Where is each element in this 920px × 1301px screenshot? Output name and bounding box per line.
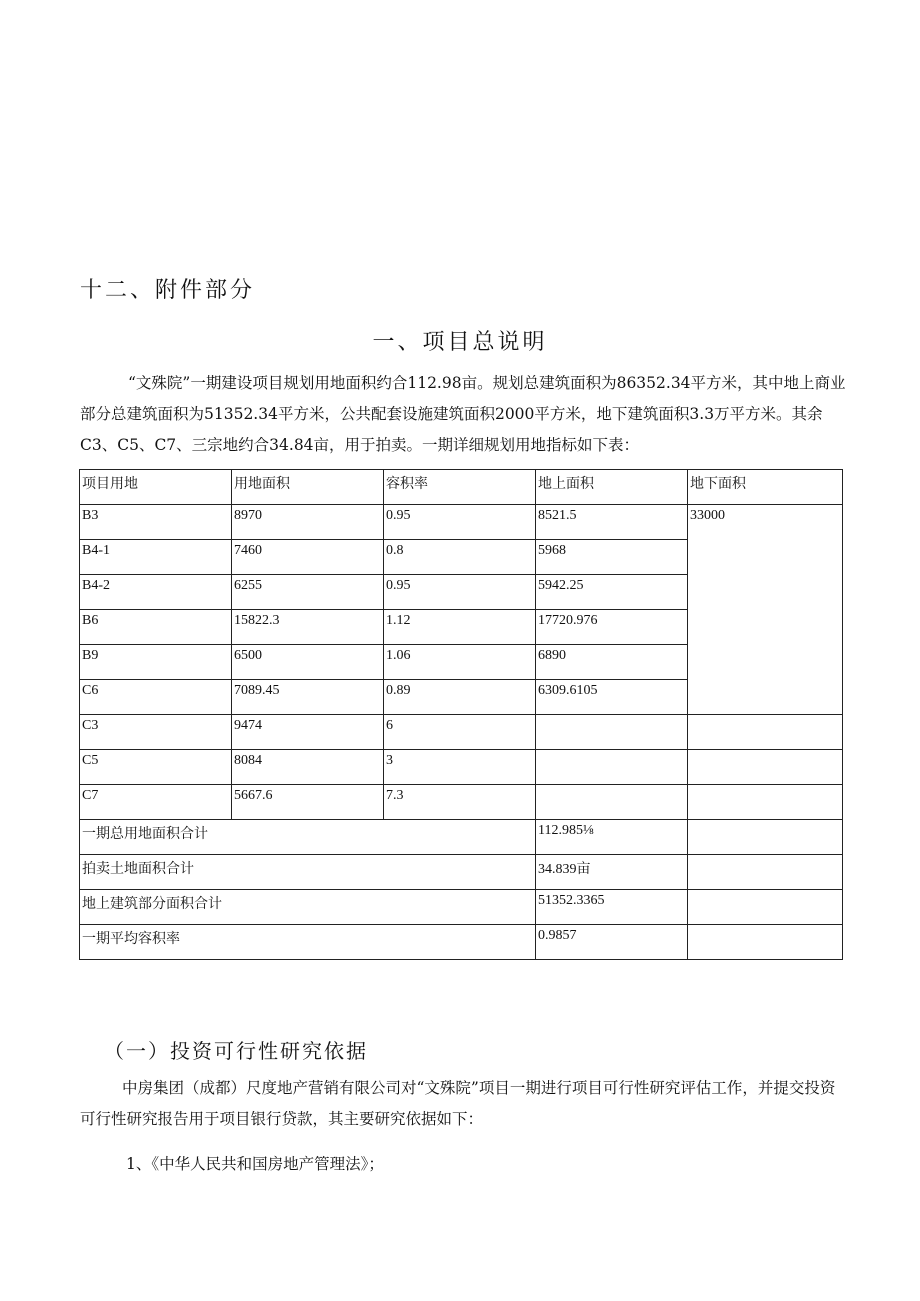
- summary-value: 112.985⅛: [536, 820, 688, 855]
- summary-label: 一期平均容积率: [80, 925, 536, 960]
- summary-label: 拍卖土地面积合计: [80, 855, 536, 890]
- summary-row: [80, 855, 843, 890]
- list-item: 1、《中华人民共和国房地产管理法》；: [126, 1155, 384, 1173]
- table-cell: [688, 855, 843, 890]
- table-cell: 8521.5: [536, 505, 688, 540]
- table-cell: 1.12: [384, 610, 536, 645]
- underground-area-cell: 33000: [688, 505, 843, 715]
- table-header-row: [80, 470, 843, 505]
- table-cell: C5: [80, 750, 232, 785]
- table-cell: [536, 715, 688, 750]
- table-cell: 1.06: [384, 645, 536, 680]
- table-cell: 6309.6105: [536, 680, 688, 715]
- table-cell: 0.95: [384, 575, 536, 610]
- table-cell: 6500: [232, 645, 384, 680]
- table-cell: 8084: [232, 750, 384, 785]
- table-cell: C3: [80, 715, 232, 750]
- table-cell: B3: [80, 505, 232, 540]
- land-use-table: [79, 469, 843, 960]
- table-header-cell: 地下面积: [688, 470, 843, 505]
- summary-label: 地上建筑部分面积合计: [80, 890, 536, 925]
- table-row: [80, 715, 843, 750]
- table-row: [80, 785, 843, 820]
- table-cell: [536, 750, 688, 785]
- table-cell: [688, 785, 843, 820]
- table-row: [80, 750, 843, 785]
- table-cell: C7: [80, 785, 232, 820]
- table-cell: 3: [384, 750, 536, 785]
- table-header-cell: 项目用地: [80, 470, 232, 505]
- table-cell: 6255: [232, 575, 384, 610]
- summary-label: 一期总用地面积合计: [80, 820, 536, 855]
- table-cell: [688, 890, 843, 925]
- subsection-heading: 一、项目总说明: [372, 330, 548, 355]
- table-cell: 7.3: [384, 785, 536, 820]
- table-header-cell: 容积率: [384, 470, 536, 505]
- basis-paragraph: 中房集团（成都）尺度地产营销有限公司对“文殊院”项目一期进行项目可行性研究评估工作，并提交投资可行性研究报告用于项目银行贷款，其主要研究依据如下：: [80, 1079, 836, 1128]
- subsection-title: （一）投资可行性研究依据: [104, 1039, 368, 1063]
- table-cell: 5942.25: [536, 575, 688, 610]
- table-cell: 15822.3: [232, 610, 384, 645]
- table-cell: 7460: [232, 540, 384, 575]
- table-cell: 7089.45: [232, 680, 384, 715]
- intro-paragraph: “文殊院”一期建设项目规划用地面积约合112.98亩。规划总建筑面积为86352.34平方米，其中地上商业部分总建筑面积为51352.34平方米，公共配套设施建筑面积2000平方米，地下建筑面积3.3万平方米。其余C3、C5、C7、三宗地约合34.84亩，用于拍卖。一期详细规划用地指标如下表：: [80, 374, 846, 454]
- table-cell: 17720.976: [536, 610, 688, 645]
- table-cell: 5968: [536, 540, 688, 575]
- table-cell: C6: [80, 680, 232, 715]
- table-cell: B4-1: [80, 540, 232, 575]
- table-cell: 5667.6: [232, 785, 384, 820]
- section-title: 十二、附件部分: [80, 278, 256, 303]
- table-row: [80, 505, 843, 540]
- table-cell: B9: [80, 645, 232, 680]
- table-cell: 0.89: [384, 680, 536, 715]
- summary-row: [80, 925, 843, 960]
- table-header-cell: 地上面积: [536, 470, 688, 505]
- table-cell: 6890: [536, 645, 688, 680]
- summary-value: 34.839亩: [536, 855, 688, 890]
- table-cell: [688, 925, 843, 960]
- summary-value: 0.9857: [536, 925, 688, 960]
- table-cell: [688, 750, 843, 785]
- table-cell: 8970: [232, 505, 384, 540]
- summary-value: 51352.3365: [536, 890, 688, 925]
- table-cell: 6: [384, 715, 536, 750]
- table-cell: 9474: [232, 715, 384, 750]
- table-cell: B6: [80, 610, 232, 645]
- table-cell: [688, 820, 843, 855]
- table-cell: 0.8: [384, 540, 536, 575]
- table-cell: [536, 785, 688, 820]
- table-cell: B4-2: [80, 575, 232, 610]
- table-header-cell: 用地面积: [232, 470, 384, 505]
- summary-row: [80, 890, 843, 925]
- table-cell: 0.95: [384, 505, 536, 540]
- summary-row: [80, 820, 843, 855]
- table-cell: [688, 715, 843, 750]
